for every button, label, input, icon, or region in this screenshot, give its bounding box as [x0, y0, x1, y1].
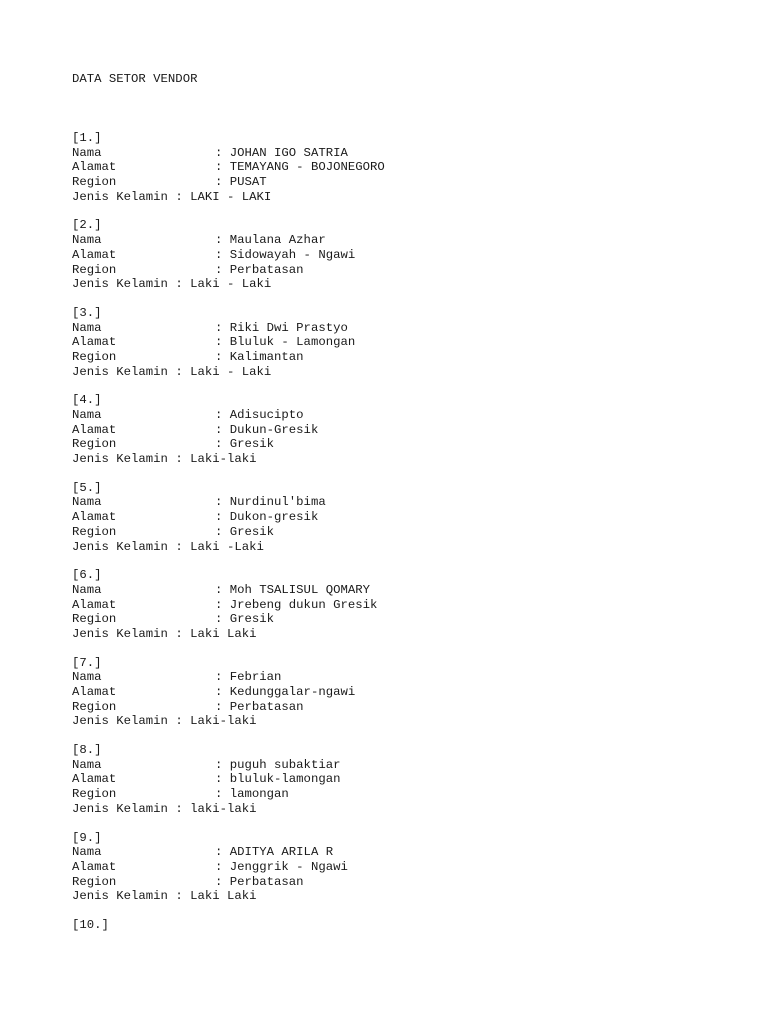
record-index: [5.]: [72, 480, 102, 495]
record-field-region: [72, 700, 752, 715]
field-value: Bluluk - Lamongan: [229, 335, 356, 350]
field-value: lamongan: [229, 787, 289, 802]
field-label: Alamat: [72, 422, 117, 437]
field-value: Laki -Laki: [190, 539, 264, 554]
field-separator: :: [175, 539, 191, 554]
record-field-nama: [72, 758, 752, 773]
record-field-region: [72, 525, 752, 540]
field-separator: :: [215, 247, 230, 262]
field-separator: :: [175, 801, 191, 816]
record-list: [72, 131, 752, 904]
record-entry: [72, 831, 752, 904]
field-separator: :: [215, 175, 230, 190]
field-label: Region: [72, 874, 117, 889]
field-separator: :: [175, 889, 191, 904]
record-field-nama: [72, 495, 752, 510]
field-label: Region: [72, 437, 117, 452]
record-index: [2.]: [72, 218, 102, 233]
field-label: Jenis Kelamin: [72, 189, 168, 204]
field-value: PUSAT: [229, 175, 267, 190]
field-label: Region: [72, 787, 117, 802]
field-value: JOHAN IGO SATRIA: [229, 145, 348, 160]
field-value: Jrebeng dukun Gresik: [229, 597, 378, 612]
record-field-region: [72, 437, 752, 452]
field-label: Region: [72, 524, 117, 539]
field-value: laki-laki: [190, 801, 257, 816]
field-separator: :: [215, 160, 230, 175]
field-label: Jenis Kelamin: [72, 626, 168, 641]
record-field-alamat: [72, 248, 752, 263]
field-value: Laki-laki: [190, 714, 257, 729]
record-entry: [72, 306, 752, 379]
field-value: puguh subaktiar: [229, 757, 341, 772]
record-field-nama: [72, 233, 752, 248]
field-separator: :: [215, 320, 230, 335]
field-value: Moh TSALISUL QOMARY: [229, 582, 370, 597]
field-value: Laki Laki: [190, 889, 257, 904]
field-value: Gresik: [229, 612, 275, 627]
field-value: Dukun-Gresik: [229, 422, 319, 437]
field-label: Nama: [72, 320, 102, 335]
field-separator: :: [215, 408, 230, 422]
field-label: Jenis Kelamin: [72, 801, 168, 816]
record-field-region: [72, 263, 752, 278]
field-label: Jenis Kelamin: [72, 889, 168, 904]
field-separator: :: [215, 349, 230, 364]
field-value: Laki - Laki: [190, 364, 272, 379]
record-field-jenis-kelamin: [72, 452, 752, 467]
field-label: Region: [72, 612, 117, 627]
record-index: [9.]: [72, 830, 102, 845]
field-label: Alamat: [72, 685, 117, 699]
field-value: ADITYA ARILA R: [229, 845, 334, 860]
record-index: [7.]: [72, 655, 102, 670]
field-value: Perbatasan: [229, 874, 304, 889]
field-label: Alamat: [72, 597, 117, 612]
field-separator: :: [215, 845, 230, 860]
field-separator: :: [215, 582, 230, 597]
field-label: Region: [72, 175, 117, 190]
field-separator: :: [175, 714, 191, 729]
field-value: Kedunggalar-ngawi: [229, 685, 356, 699]
record-field-nama: [72, 845, 752, 860]
field-separator: :: [175, 364, 191, 379]
record-index: [4.]: [72, 393, 102, 408]
field-label: Alamat: [72, 160, 117, 175]
field-separator: :: [215, 612, 230, 627]
field-separator: :: [215, 262, 230, 277]
record-field-jenis-kelamin: [72, 714, 752, 729]
field-value: Gresik: [229, 437, 275, 452]
field-separator: :: [215, 597, 230, 612]
record-field-alamat: [72, 772, 752, 787]
field-separator: :: [215, 233, 230, 248]
field-value: Maulana Azhar: [229, 233, 326, 248]
record-index-10: [10.]: [72, 917, 109, 932]
field-value: Gresik: [229, 524, 275, 539]
field-value: Sidowayah - Ngawi: [229, 247, 356, 262]
field-separator: :: [175, 452, 191, 467]
field-label: Alamat: [72, 859, 117, 874]
field-label: Alamat: [72, 510, 117, 525]
record-field-jenis-kelamin: [72, 277, 752, 292]
record-field-region: [72, 350, 752, 365]
record-index: [1.]: [72, 131, 102, 145]
field-label: Nama: [72, 582, 102, 597]
field-separator: :: [215, 757, 230, 772]
record-entry: [72, 743, 752, 816]
field-separator: :: [215, 699, 230, 714]
record-entry: [72, 393, 752, 466]
field-label: Jenis Kelamin: [72, 364, 168, 379]
field-label: Nama: [72, 845, 102, 860]
field-value: Kalimantan: [229, 349, 304, 364]
field-label: Jenis Kelamin: [72, 277, 168, 292]
field-value: Nurdinul'bima: [229, 495, 326, 510]
document-title: DATA SETOR VENDOR: [72, 72, 198, 86]
document-page: [72, 71, 752, 933]
record-field-nama: [72, 321, 752, 336]
field-value: Laki - Laki: [190, 277, 272, 292]
record-field-alamat: [72, 423, 752, 438]
field-label: Nama: [72, 757, 102, 772]
field-value: Riki Dwi Prastyo: [229, 320, 348, 335]
field-value: TEMAYANG - BOJONEGORO: [229, 160, 385, 175]
record-field-alamat: [72, 160, 752, 175]
field-label: Nama: [72, 408, 102, 422]
field-label: Alamat: [72, 335, 117, 350]
field-value: Laki-laki: [190, 452, 257, 467]
record-entry: [72, 481, 752, 554]
field-label: Alamat: [72, 772, 117, 787]
field-separator: :: [215, 670, 230, 685]
field-label: Nama: [72, 145, 102, 160]
field-separator: :: [215, 772, 230, 787]
record-field-alamat: [72, 860, 752, 875]
record-field-jenis-kelamin: [72, 365, 752, 380]
record-entry: [72, 218, 752, 291]
record-field-jenis-kelamin: [72, 190, 752, 205]
field-label: Alamat: [72, 247, 117, 262]
field-separator: :: [215, 685, 230, 699]
field-label: Jenis Kelamin: [72, 539, 168, 554]
field-separator: :: [215, 524, 230, 539]
record-field-region: [72, 175, 752, 190]
field-separator: :: [215, 787, 230, 802]
field-separator: :: [215, 495, 230, 510]
field-value: bluluk-lamongan: [229, 772, 341, 787]
field-separator: :: [215, 145, 230, 160]
record-field-jenis-kelamin: [72, 627, 752, 642]
record-index: [3.]: [72, 305, 102, 320]
record-field-alamat: [72, 598, 752, 613]
field-separator: :: [175, 626, 191, 641]
field-value: Laki Laki: [190, 626, 257, 641]
field-label: Nama: [72, 233, 102, 248]
record-index: [6.]: [72, 568, 102, 583]
field-label: Region: [72, 699, 117, 714]
record-index: [8.]: [72, 743, 102, 758]
field-label: Nama: [72, 670, 102, 685]
field-value: LAKI - LAKI: [190, 189, 272, 204]
field-separator: :: [175, 189, 191, 204]
record-field-nama: [72, 670, 752, 685]
record-field-nama: [72, 146, 752, 161]
field-separator: :: [215, 510, 230, 525]
field-value: Febrian: [229, 670, 282, 685]
record-field-jenis-kelamin: [72, 889, 752, 904]
field-value: Dukon-gresik: [229, 510, 319, 525]
field-separator: :: [215, 859, 230, 874]
field-label: Jenis Kelamin: [72, 452, 168, 467]
field-separator: :: [215, 422, 230, 437]
field-label: Region: [72, 262, 117, 277]
field-separator: :: [215, 437, 230, 452]
field-label: Nama: [72, 495, 102, 510]
field-separator: :: [215, 874, 230, 889]
record-field-region: [72, 787, 752, 802]
field-separator: :: [175, 277, 191, 292]
field-value: Jenggrik - Ngawi: [229, 859, 348, 874]
field-value: Perbatasan: [229, 699, 304, 714]
field-label: Region: [72, 349, 117, 364]
record-field-alamat: [72, 335, 752, 350]
record-entry: [72, 568, 752, 641]
record-field-region: [72, 612, 752, 627]
record-field-region: [72, 875, 752, 890]
record-field-jenis-kelamin: [72, 540, 752, 555]
record-entry: [72, 131, 752, 204]
record-field-nama: [72, 583, 752, 598]
field-value: Adisucipto: [229, 408, 304, 422]
field-label: Jenis Kelamin: [72, 714, 168, 729]
field-value: Perbatasan: [229, 262, 304, 277]
record-field-alamat: [72, 685, 752, 700]
record-field-nama: [72, 408, 752, 423]
record-entry: [72, 656, 752, 729]
record-field-jenis-kelamin: [72, 802, 752, 817]
field-separator: :: [215, 335, 230, 350]
record-field-alamat: [72, 510, 752, 525]
